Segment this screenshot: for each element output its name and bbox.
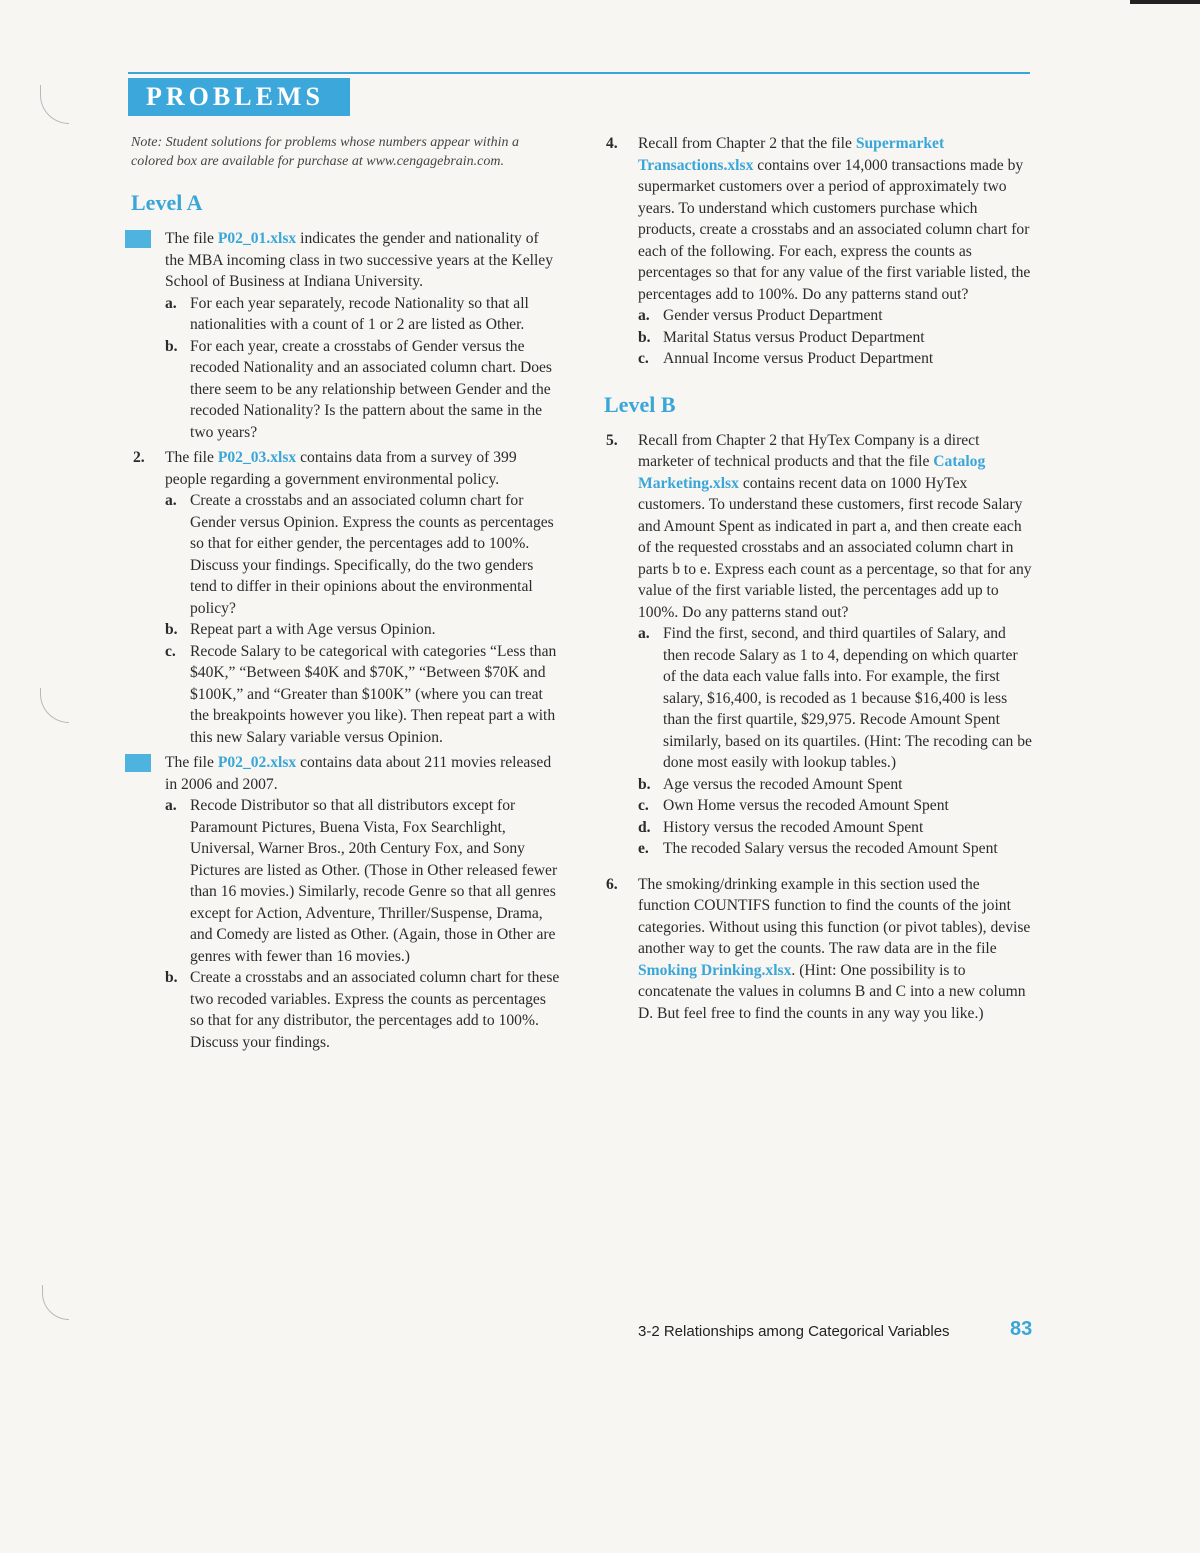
- running-footer: 3-2 Relationships among Categorical Variables: [638, 1323, 950, 1340]
- left-column: [131, 190, 561, 1057]
- problem-text: The file P02_01.xlsx indicates the gender and nationality of the MBA incoming class in two successive years at the Kelley School of Business at Indiana University.: [165, 230, 554, 290]
- problem-number-box: 1.: [125, 230, 151, 248]
- page-number: 83: [1010, 1318, 1033, 1340]
- file-link[interactable]: P02_03.xlsx: [217, 449, 297, 466]
- scan-edge-mark: [1130, 0, 1200, 4]
- problem-part: b. Age versus the recoded Amount Spent: [638, 775, 903, 793]
- scan-hole-mark: [40, 688, 69, 723]
- problem-text: The smoking/drinking example in this section used the function COUNTIFS function to find the counts of the joint categories. Without using this function (or pivot tables), devise another way to get the counts. The raw data are in the file Smoking Drinking.xlsx. (Hint: One possibility is to concatenate the values in columns B and C into a new column D. But feel free to find the counts in any way you like.): [638, 875, 1031, 1022]
- problem-part: b. Create a crosstabs and an associated column chart for these two recoded variables. Express the counts as percentages so that for any distributor, the percentages add to 100%. Discuss your findings.: [165, 969, 560, 1051]
- problem-1: [131, 228, 561, 443]
- problem-number: 4.: [606, 135, 618, 152]
- student-solutions-note: Note: Student solutions for problems whose numbers appear within a colored box are available for purchase at www.cengagebrain.com.: [131, 135, 519, 169]
- problem-part: b. Marital Status versus Product Department: [638, 328, 925, 346]
- file-link[interactable]: Smoking Drinking.xlsx: [638, 961, 792, 979]
- problem-number: 2.: [133, 449, 145, 466]
- section-banner: PROBLEMS: [128, 78, 350, 116]
- problem-3: [131, 752, 561, 1053]
- level-a-heading: Level A: [131, 190, 203, 215]
- right-column: [604, 133, 1034, 1028]
- scan-hole-mark: [42, 1285, 69, 1320]
- problem-6: [604, 874, 1034, 1025]
- scan-hole-mark: [40, 85, 69, 124]
- header-rule: [128, 72, 1030, 74]
- file-link[interactable]: P02_01.xlsx: [217, 230, 297, 247]
- problem-part: c. Own Home versus the recoded Amount Spent: [638, 797, 949, 814]
- problem-text: Recall from Chapter 2 that the file Supermarket Transactions.xlsx contains over 14,000 transactions made by supermarket customers over a period of approximately two years. To understand which customers purchase which products, create a crosstabs and an associated column chart for each of the following. For each, express the counts as percentages so that for any value of the first variable listed, the percentages add to 100%. Do any patterns stand out?: [638, 135, 1031, 303]
- problem-number: 6.: [606, 875, 618, 893]
- file-link[interactable]: Catalog Marketing.xlsx: [638, 453, 986, 492]
- problem-part: c. Recode Salary to be categorical with categories “Less than $40K,” “Between $40K and $70K,” “Between $70K and $100K,” and “Greater than $100K” (where you can treat the breakpoints however you like). Then repeat part a with this new Salary variable versus Opinion.: [165, 642, 557, 746]
- problem-part: b. Repeat part a with Age versus Opinion.: [165, 621, 436, 638]
- problem-part: a. Gender versus Product Department: [638, 307, 883, 324]
- problem-number-box: 3.: [125, 754, 151, 772]
- problem-part: a. For each year separately, recode Nationality so that all nationalities with a count of 1 or 2 are listed as Other.: [165, 294, 529, 333]
- level-b-heading: Level B: [604, 391, 676, 417]
- problem-part: d. History versus the recoded Amount Spent: [638, 818, 924, 836]
- problem-number: 5.: [606, 431, 618, 449]
- problem-text: Recall from Chapter 2 that HyTex Company is a direct marketer of technical products and that the file Catalog Marketing.xlsx contains recent data on 1000 HyTex customers. To understand these customers, first recode Salary and Amount Spent as indicated in part a, and then create each of the requested crosstabs and an associated column chart in parts b to e. Express each count as a percentage, so that for any value of the first variable listed, the percentages add up to 100%. Do any patterns stand out?: [638, 431, 1032, 621]
- file-link[interactable]: P02_02.xlsx: [217, 754, 297, 771]
- problem-5: [604, 430, 1034, 860]
- problem-part: a. Find the first, second, and third quartiles of Salary, and then recode Salary as 1 to 4, depending on which quarter of the data each value falls into. For example, the first salary, $16,400, is recoded as 1 because $16,400 is less than the first quartile, $29,975. Recode Amount Spent similarly, based on its quartiles. (Hint: The recoding can be done most easily with lookup tables.): [638, 625, 1032, 771]
- file-link[interactable]: Supermarket Transactions.xlsx: [638, 135, 945, 174]
- problem-part: a. Create a crosstabs and an associated column chart for Gender versus Opinion. Express the counts as percentages so that for either gender, the percentages add to 100%. Discuss your findings. Specifically, do the two genders tend to differ in their opinions about the environmental policy?: [165, 492, 554, 617]
- problem-4: [604, 133, 1034, 370]
- problem-part: a. Recode Distributor so that all distributors except for Paramount Pictures, Buena Vista, Fox Searchlight, Universal, Warner Bros., 20th Century Fox, and Sony Pictures are listed as Other. (Those in Other released fewer than 16 movies.) Similarly, recode Genre so that all genres except for Action, Adventure, Thriller/Suspense, Drama, and Comedy are listed as Other. (Again, those in Other are genres with fewer than 16 movies.): [165, 797, 558, 965]
- problem-part: c. Annual Income versus Product Department: [638, 350, 934, 367]
- problem-text: The file P02_03.xlsx contains data from a survey of 399 people regarding a government environmental policy.: [165, 449, 517, 488]
- problem-2: [131, 447, 561, 748]
- problem-text: The file P02_02.xlsx contains data about 211 movies released in 2006 and 2007.: [165, 754, 552, 793]
- problem-part: b. For each year, create a crosstabs of Gender versus the recoded Nationality and an associated column chart. Does there seem to be any relationship between Gender and the recoded Nationality? Is the pattern about the same in the two years?: [165, 337, 552, 441]
- problem-part: e. The recoded Salary versus the recoded Amount Spent: [638, 840, 998, 857]
